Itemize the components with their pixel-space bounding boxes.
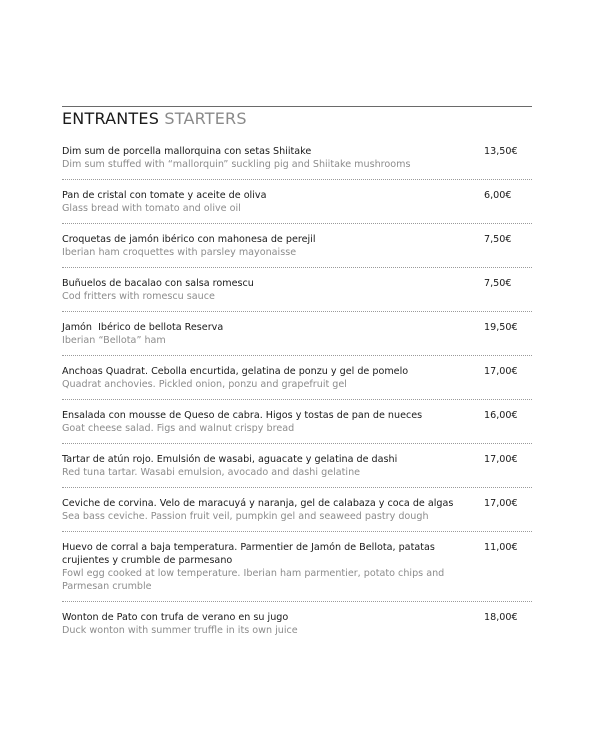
divider [62,267,532,268]
menu-item [62,497,532,523]
item-name-en: Goat cheese salad. Figs and walnut crispy bread [62,423,295,434]
menu-item [62,541,532,593]
item-price: 13,50€ [484,146,518,157]
menu-item [62,611,532,637]
item-name-es: Croquetas de jamón ibérico con mahonesa de perejil [62,234,316,245]
divider [62,355,532,356]
item-price: 17,00€ [484,498,518,509]
item-name-es: Buñuelos de bacalao con salsa romescu [62,278,254,289]
divider [62,531,532,532]
item-price: 7,50€ [484,278,512,289]
item-name-es: Ceviche de corvina. Velo de maracuyá y naranja, gel de calabaza y coca de algas [62,498,454,509]
divider [62,223,532,224]
divider [62,443,532,444]
item-name-en: Glass bread with tomato and olive oil [62,203,241,214]
menu-item [62,189,532,215]
item-price: 18,00€ [484,612,518,623]
item-name-en: Iberian ham croquettes with parsley mayonaisse [62,247,297,258]
menu-item [62,321,532,347]
item-name-en: Red tuna tartar. Wasabi emulsion, avocado and dashi gelatine [62,467,361,478]
item-price: 17,00€ [484,366,518,377]
item-name-es: Anchoas Quadrat. Cebolla encurtida, gelatina de ponzu y gel de pomelo [62,366,409,377]
item-price: 7,50€ [484,234,512,245]
item-name-en: Sea bass ceviche. Passion fruit veil, pumpkin gel and seaweed pastry dough [62,511,429,522]
item-name-en: Iberian “Bellota” ham [62,335,166,346]
item-name-en: Cod fritters with romescu sauce [62,291,215,302]
item-price: 19,50€ [484,322,518,333]
item-name-es: Huevo de corral a baja temperatura. Parmentier de Jamón de Bellota, patatas crujientes y crumble de parmesano [62,542,435,566]
divider [62,179,532,180]
item-name-en: Duck wonton with summer truffle in its own juice [62,625,298,636]
section-title-es: ENTRANTES [62,109,160,128]
item-name-en: Quadrat anchovies. Pickled onion, ponzu and grapefruit gel [62,379,347,390]
item-name-es: Wonton de Pato con trufa de verano en su jugo [62,612,289,623]
item-name-es: Pan de cristal con tomate y aceite de oliva [62,190,267,201]
menu-item [62,277,532,303]
menu-item [62,233,532,259]
menu-item [62,453,532,479]
item-name-es: Jamón Ibérico de bellota Reserva [62,322,224,333]
divider [62,311,532,312]
section-title-en: STARTERS [164,109,247,128]
item-price: 11,00€ [484,542,518,553]
section-header [62,109,532,129]
divider [62,601,532,602]
top-rule [62,106,532,107]
item-name-en: Fowl egg cooked at low temperature. Iberian ham parmentier, potato chips and Parmesan crumble [62,568,445,592]
item-price: 16,00€ [484,410,518,421]
item-price: 17,00€ [484,454,518,465]
menu-item [62,365,532,391]
divider [62,487,532,488]
menu-item [62,409,532,435]
item-name-en: Dim sum stuffed with “mallorquin” suckling pig and Shiitake mushrooms [62,159,411,170]
divider [62,399,532,400]
item-name-es: Tartar de atún rojo. Emulsión de wasabi, aguacate y gelatina de dashi [62,454,398,465]
item-name-es: Dim sum de porcella mallorquina con setas Shiitake [62,146,312,157]
menu-item [62,145,532,171]
item-name-es: Ensalada con mousse de Queso de cabra. Higos y tostas de pan de nueces [62,410,423,421]
menu-page [62,106,532,637]
item-price: 6,00€ [484,190,512,201]
